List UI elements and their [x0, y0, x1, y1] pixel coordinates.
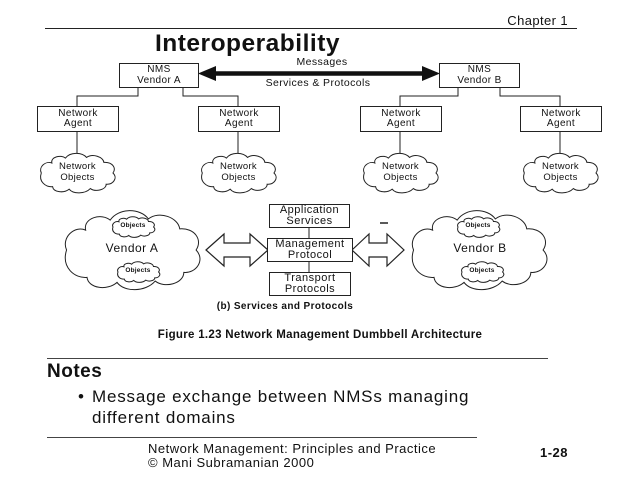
- stack-line1: Application: [279, 203, 340, 216]
- notes-heading: Notes: [47, 361, 103, 382]
- agent-line1: Network: [541, 107, 581, 119]
- agent-line2: Agent: [386, 118, 416, 129]
- application-services-box: [269, 204, 350, 228]
- agent-line1: Network: [58, 107, 98, 119]
- objects-label-b-bottom: Objects: [469, 267, 495, 274]
- footer-credit: [148, 442, 436, 469]
- agent-line2: Agent: [63, 118, 93, 129]
- stack-line2: Protocol: [287, 249, 333, 261]
- hollow-double-arrow-left-icon: [206, 234, 268, 266]
- objects-line1: Network: [220, 161, 257, 172]
- footer-divider: [47, 437, 477, 438]
- objects-line2: Objects: [221, 172, 256, 183]
- nms-vendor-a-box: [119, 63, 199, 88]
- network-objects-label-3: [359, 161, 442, 183]
- network-objects-label-1: [36, 161, 119, 183]
- notes-divider: [47, 358, 548, 359]
- figure-caption: Figure 1.23 Network Management Dumbbell Architecture: [157, 329, 483, 341]
- vendor-a-label: Vendor A: [105, 241, 159, 255]
- nms-b-line2: Vendor B: [457, 74, 502, 86]
- stack-line1: Transport: [284, 271, 336, 284]
- services-protocols-label: Services & Protocols: [265, 77, 371, 89]
- nms-b-line1: NMS: [467, 64, 492, 75]
- objects-line1: Network: [542, 161, 579, 172]
- objects-line2: Objects: [60, 172, 95, 183]
- page-number: 1-28: [539, 445, 568, 460]
- nms-vendor-b-box: [439, 63, 520, 88]
- management-protocol-box: [267, 238, 353, 262]
- footer-line2: © Mani Subramanian 2000: [148, 454, 315, 470]
- network-objects-label-4: [519, 161, 602, 183]
- agent-line1: Network: [381, 107, 421, 119]
- vendor-b-label: Vendor B: [453, 241, 507, 255]
- objects-line1: Network: [59, 161, 96, 172]
- stack-line1: Management: [275, 237, 345, 250]
- network-agent-box-3: [360, 106, 442, 132]
- network-agent-box-4: [520, 106, 602, 132]
- chapter-label: Chapter 1: [507, 13, 568, 28]
- agent-line1: Network: [219, 107, 259, 119]
- objects-label-b-top: Objects: [465, 222, 491, 229]
- objects-label-a-bottom: Objects: [125, 267, 151, 274]
- network-agent-box-2: [198, 106, 280, 132]
- messages-label: Messages: [296, 56, 348, 68]
- notes-bullet-text: Message exchange between NMSs managing different domains: [92, 387, 470, 427]
- network-objects-label-2: [197, 161, 280, 183]
- notes-bullet-item: [78, 386, 498, 428]
- bullet-marker: [78, 386, 92, 428]
- objects-line2: Objects: [543, 172, 578, 183]
- objects-line1: Network: [382, 161, 419, 172]
- agent-line2: Agent: [546, 118, 576, 129]
- stack-line2: Services: [286, 215, 333, 227]
- agent-line2: Agent: [224, 118, 254, 129]
- slide-title: Interoperability: [155, 30, 340, 57]
- objects-label-a-top: Objects: [120, 222, 146, 229]
- nms-a-line2: Vendor A: [137, 74, 181, 86]
- footer-line1: Network Management: Principles and Practice: [148, 441, 437, 456]
- transport-protocols-box: [269, 272, 351, 296]
- network-agent-box-1: [37, 106, 119, 132]
- nms-a-line1: NMS: [147, 64, 171, 75]
- hollow-double-arrow-right-icon: [352, 234, 404, 266]
- stack-line2: Protocols: [284, 283, 336, 295]
- diagram-b-caption: (b) Services and Protocols: [216, 301, 354, 312]
- objects-line2: Objects: [383, 172, 418, 183]
